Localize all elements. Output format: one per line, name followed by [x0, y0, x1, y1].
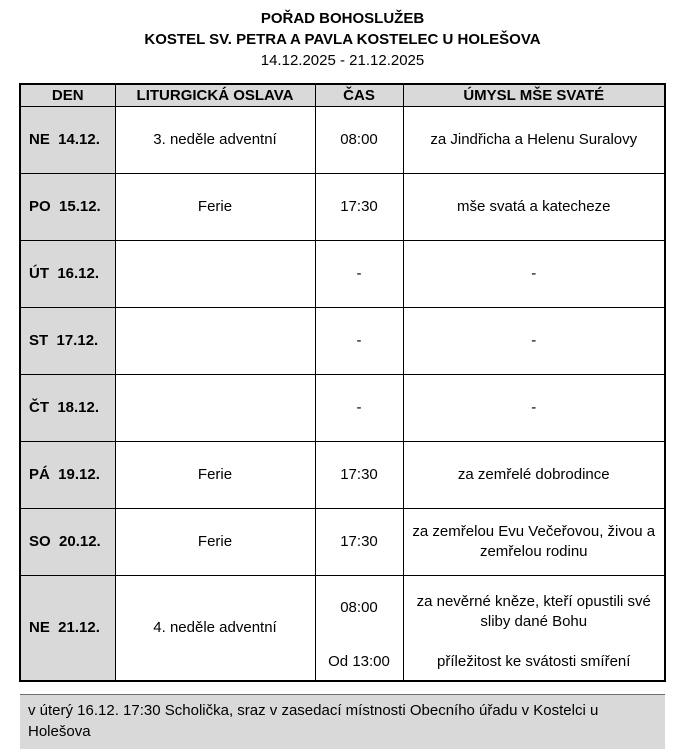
day-cell: PÁ 19.12. [20, 441, 115, 508]
column-header-oslava: LITURGICKÁ OSLAVA [115, 84, 315, 106]
column-header-umysl: ÚMYSL MŠE SVATÉ [403, 84, 665, 106]
day-cell: NE 21.12. [20, 575, 115, 681]
celebration-cell: Ferie [115, 173, 315, 240]
celebration-cell [115, 374, 315, 441]
time-cell: 08:00 [315, 106, 403, 173]
date-range: 14.12.2025 - 21.12.2025 [260, 52, 425, 69]
celebration-cell [115, 307, 315, 374]
time-cell-line: Od 13:00 [328, 652, 390, 670]
day-cell: SO 20.12. [20, 508, 115, 575]
document-header [0, 8, 685, 71]
column-header-den: DEN [20, 84, 115, 106]
day-cell: NE 14.12. [20, 106, 115, 173]
table-row [20, 575, 665, 681]
table-header [20, 84, 665, 106]
table-row [20, 307, 665, 374]
day-cell: ÚT 16.12. [20, 240, 115, 307]
celebration-cell: 3. neděle adventní [115, 106, 315, 173]
table-row [20, 106, 665, 173]
celebration-cell: 4. neděle adventní [115, 575, 315, 681]
intention-cell-line: za nevěrné kněze, kteří opustili své sliby dané Bohu [416, 592, 651, 630]
table-row [20, 240, 665, 307]
header-row [20, 84, 665, 106]
intention-cell [403, 575, 665, 681]
table-row [20, 374, 665, 441]
time-cell: - [315, 240, 403, 307]
table-row [20, 441, 665, 508]
intention-cell: - [403, 307, 665, 374]
celebration-cell: Ferie [115, 508, 315, 575]
intention-cell: za zemřelé dobrodince [403, 441, 665, 508]
schedule-body [20, 106, 665, 681]
day-cell: ST 17.12. [20, 307, 115, 374]
celebration-cell [115, 240, 315, 307]
page-title: POŘAD BOHOSLUŽEB [260, 10, 425, 27]
time-cell: - [315, 307, 403, 374]
day-cell: ČT 18.12. [20, 374, 115, 441]
schedule-table [19, 83, 666, 682]
time-cell: - [315, 374, 403, 441]
footer-note: v úterý 16.12. 17:30 Scholička, sraz v zasedací místnosti Obecního úřadu v Kostelci u Holešova [20, 694, 665, 749]
time-cell: 17:30 [315, 508, 403, 575]
table-row [20, 508, 665, 575]
day-cell: PO 15.12. [20, 173, 115, 240]
table-row [20, 173, 665, 240]
time-cell-line: 08:00 [340, 598, 378, 616]
intention-cell: za Jindřicha a Helenu Suralovy [403, 106, 665, 173]
time-cell: 17:30 [315, 441, 403, 508]
celebration-cell: Ferie [115, 441, 315, 508]
time-cell [315, 575, 403, 681]
intention-cell: - [403, 374, 665, 441]
intention-cell: za zemřelou Evu Večeřovou, živou a zemřelou rodinu [403, 508, 665, 575]
church-name: KOSTEL SV. PETRA A PAVLA KOSTELEC U HOLEŠOVA [144, 31, 541, 48]
intention-cell: - [403, 240, 665, 307]
column-header-cas: ČAS [315, 84, 403, 106]
intention-cell: mše svatá a katecheze [403, 173, 665, 240]
intention-cell-line: příležitost ke svátosti smíření [437, 652, 631, 670]
time-cell: 17:30 [315, 173, 403, 240]
